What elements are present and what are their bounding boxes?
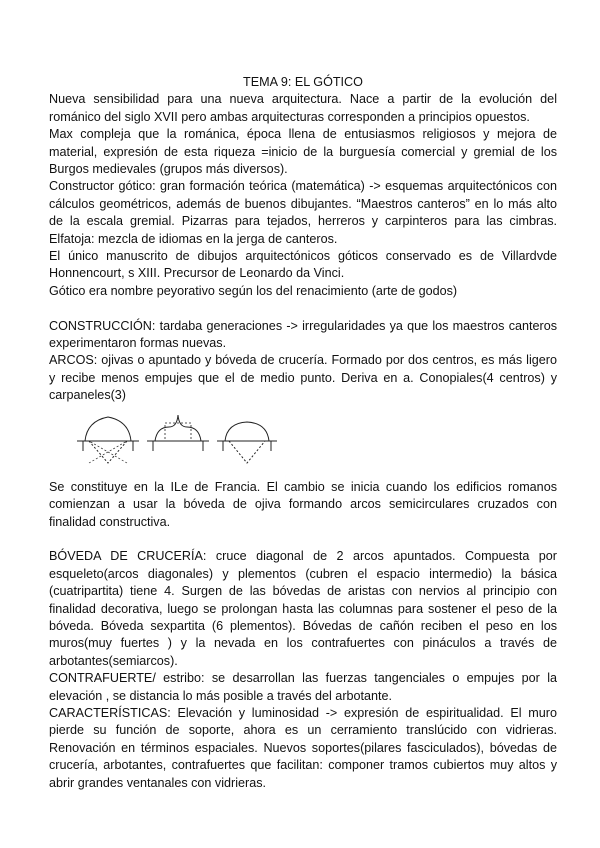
spacer	[49, 300, 557, 317]
construccion-paragraph: CONSTRUCCIÓN: tardaba generaciones -> irregularidades ya que los maestros canteros experimentaron formas nuevas.	[49, 318, 557, 351]
intro-paragraph-1: Nueva sensibilidad para una nueva arquitectura. Nace a partir de la evolución del románico del siglo XVII pero ambas arquitecturas corresponden a principios opuestos.	[49, 92, 557, 124]
document-body	[49, 74, 557, 792]
ile-de-france-paragraph: Se constituye en la ILe de Francia. El cambio se inicia cuando los edificios romanos comienzan a usar la bóveda de ojiva formando arcos semicirculares cruzados con finalidad constructiva.	[49, 479, 557, 529]
page-title: TEMA 9: EL GÓTICO	[243, 75, 363, 89]
intro-paragraph-5: Gótico era nombre peyorativo según los del renacimiento (arte de godos)	[49, 283, 458, 298]
caracteristicas-paragraph: CARACTERÍSTICAS: Elevación y luminosidad -> expresión de espiritualidad. El muro pierde su función de soporte, ahora es un cerramiento translúcido con vidrieras. Renovación en términos espaciales. Nuevos soportes(pilares fasciculados), bóvedas de crucería, arbotantes, contrafuertes que facilitan: componer tramos cubiertos muy altos y abrir grandes ventanales con vidrieras.	[49, 705, 557, 790]
basket-arch-diagram	[217, 422, 277, 463]
intro-paragraph-2: Max compleja que la románica, época llena de entusiasmos religiosos y mejora de material, expresión de esta riqueza =inicio de la burguesía comercial y gremial de los Burgos medievales (grupos más diversos).	[49, 127, 557, 177]
spacer	[49, 531, 557, 548]
pointed-arch-diagram	[77, 417, 139, 463]
arcos-paragraph: ARCOS: ojivas o apuntado y bóveda de crucería. Formado por dos centros, es más ligero y recibe menos empujes que el de medio punto. Deriva en a. Conopiales(4 centros) y carpaneles(3)	[49, 353, 557, 403]
boveda-paragraph: BÓVEDA DE CRUCERÍA: cruce diagonal de 2 arcos apuntados. Compuesta por esqueleto(arcos diagonales) y plementos (cubren el espacio intermedio) la básica (cuatripartita) tiene 4. Surgen de las bóvedas de aristas con nervios al principio con finalidad decorativa, luego se prolongan hasta las columnas para sostener el peso de la bóveda. Bóveda sexpartita (6 plementos). Bóvedas de cañón reciben el peso en los muros(muy fuertes ) y la nevada en los contrafuertes con pináculos a través de arbotantes(semiarcos).	[49, 549, 557, 668]
arch-diagrams-figure	[77, 411, 277, 469]
contrafuerte-paragraph: CONTRAFUERTE/ estribo: se desarrollan las fuerzas tangenciales o empujes por la elevación , se distancia lo más posible a través del arbotante.	[49, 671, 557, 703]
intro-paragraph-3: Constructor gótico: gran formación teórica (matemática) -> esquemas arquitectónicos con cálculos geométricos, además de buenos dibujantes. “Maestros canteros” en lo más alto de la escala gremial. Pizarras para tejados, herreros y carpinteros para las cimbras. Elfatoja: mezcla de idiomas en la jerga de canteros.	[49, 179, 557, 246]
intro-paragraph-4: El único manuscrito de dibujos arquitectónicos góticos conservado es de Villardvde Honnencourt, s XIII. Precursor de Leonardo da Vinci.	[49, 249, 557, 281]
ogee-arch-diagram	[147, 415, 209, 451]
